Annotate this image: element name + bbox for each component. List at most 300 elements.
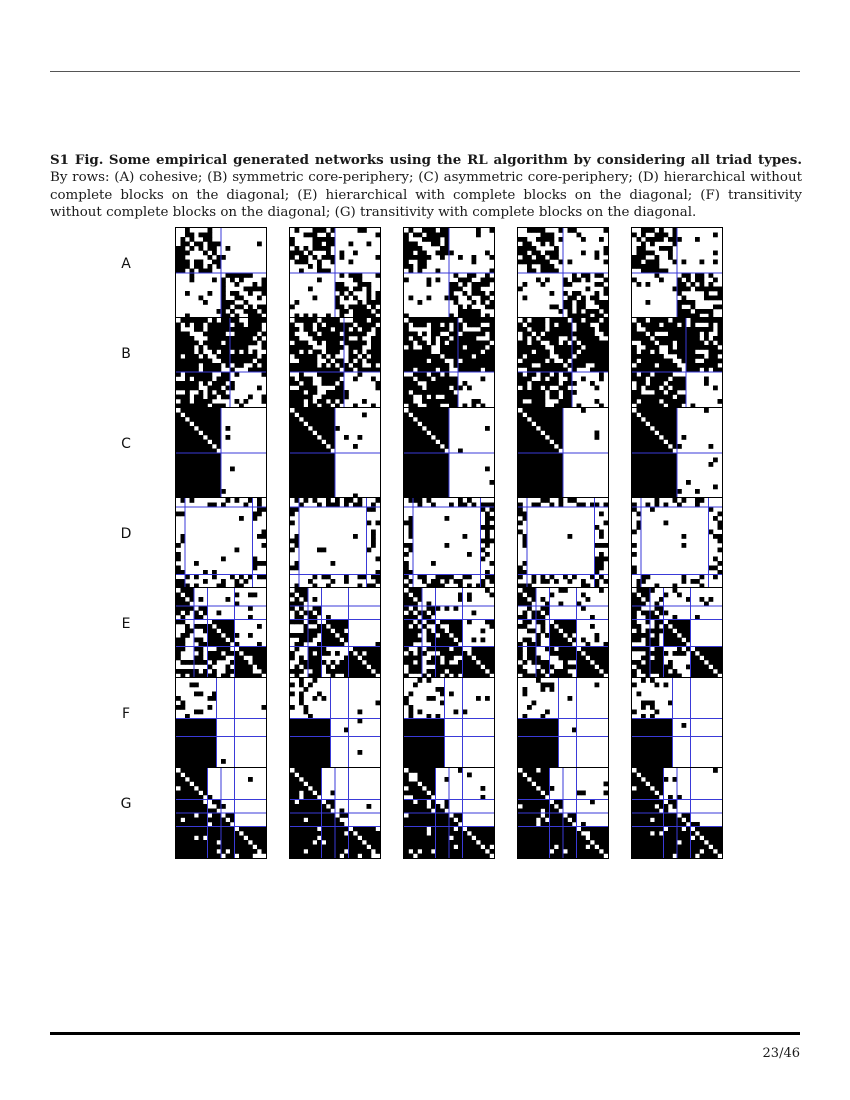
tie-cell [290, 480, 295, 485]
tie-cell [248, 593, 253, 598]
tie-cell [313, 255, 318, 260]
tie-cell [176, 354, 181, 359]
tie-cell [212, 818, 217, 823]
tie-cell [650, 665, 655, 670]
tie-cell [299, 426, 304, 431]
tie-cell [527, 444, 532, 449]
tie-cell [595, 399, 600, 404]
tie-cell [590, 647, 595, 652]
adjacency-matrix [403, 227, 495, 319]
tie-cell [212, 242, 217, 247]
tie-cell [523, 417, 528, 422]
tie-cell [463, 665, 468, 670]
tie-cell [704, 336, 709, 341]
tie-cell [176, 444, 181, 449]
tie-cell [262, 647, 267, 652]
tie-cell [335, 359, 340, 364]
tie-cell [472, 660, 477, 665]
tie-cell [199, 624, 204, 629]
tie-cell [413, 458, 418, 463]
tie-cell [422, 624, 427, 629]
tie-cell [604, 327, 609, 332]
tie-cell [194, 759, 199, 764]
tie-cell [181, 336, 186, 341]
tie-cell [541, 458, 546, 463]
tie-cell [295, 759, 300, 764]
tie-cell [194, 750, 199, 755]
tie-cell [371, 543, 376, 548]
tie-cell [322, 444, 327, 449]
tie-cell [308, 489, 313, 494]
tie-cell [523, 242, 528, 247]
tie-cell [545, 480, 550, 485]
tie-cell [518, 489, 523, 494]
tie-cell [295, 633, 300, 638]
tie-cell [664, 629, 669, 634]
tie-cell [632, 444, 637, 449]
tie-cell [221, 818, 226, 823]
tie-cell [454, 296, 459, 301]
tie-cell [208, 435, 213, 440]
tie-cell [304, 255, 309, 260]
tie-cell [695, 341, 700, 346]
tie-cell [581, 323, 586, 328]
tie-cell [322, 728, 327, 733]
tie-cell [299, 719, 304, 724]
tie-cell [541, 476, 546, 481]
tie-cell [244, 309, 249, 314]
tie-cell [308, 579, 313, 584]
tie-cell [176, 728, 181, 733]
tie-cell [490, 575, 495, 580]
tie-cell [317, 399, 322, 404]
tie-cell [476, 696, 481, 701]
tie-cell [436, 458, 441, 463]
tie-cell [409, 476, 414, 481]
tie-cell [485, 575, 490, 580]
tie-cell [413, 719, 418, 724]
tie-cell [532, 399, 537, 404]
tie-cell [641, 575, 646, 580]
tie-cell [637, 453, 642, 458]
tie-cell [485, 588, 490, 593]
tie-cell [299, 696, 304, 701]
tie-cell [413, 467, 418, 472]
tie-cell [554, 485, 559, 490]
tie-cell [176, 255, 181, 260]
tie-cell [646, 489, 651, 494]
tie-cell [304, 233, 309, 238]
tie-cell [599, 534, 604, 539]
tie-cell [317, 737, 322, 742]
tie-cell [431, 444, 436, 449]
tie-cell [176, 458, 181, 463]
tie-cell [422, 390, 427, 395]
tie-cell [212, 323, 217, 328]
tie-cell [568, 629, 573, 634]
tie-cell [641, 350, 646, 355]
tie-cell [244, 350, 249, 355]
tie-cell [244, 665, 249, 670]
tie-cell [376, 255, 381, 260]
tie-cell [668, 381, 673, 386]
tie-cell [463, 350, 468, 355]
tie-cell [358, 300, 363, 305]
tie-cell [545, 683, 550, 688]
tie-cell [371, 354, 376, 359]
tie-cell [682, 435, 687, 440]
tie-cell [554, 318, 559, 323]
tie-cell [262, 359, 267, 364]
tie-cell [485, 660, 490, 665]
tie-cell [518, 237, 523, 242]
tie-cell [550, 453, 555, 458]
tie-cell [472, 359, 477, 364]
tie-cell [235, 350, 240, 355]
tie-cell [199, 660, 204, 665]
tie-cell [641, 723, 646, 728]
tie-cell [290, 444, 295, 449]
tie-cell [467, 660, 472, 665]
tie-cell [176, 741, 181, 746]
tie-cell [523, 431, 528, 436]
row-label: D [120, 526, 132, 542]
tie-cell [244, 345, 249, 350]
tie-cell [340, 287, 345, 292]
tie-cell [650, 611, 655, 616]
tie-cell [541, 255, 546, 260]
tie-cell [221, 557, 226, 562]
tie-cell [326, 435, 331, 440]
tie-cell [212, 246, 217, 251]
tie-cell [185, 660, 190, 665]
adjacency-matrix [175, 407, 267, 499]
tie-cell [427, 696, 432, 701]
tie-cell [632, 354, 637, 359]
tie-cell [641, 633, 646, 638]
tie-cell [659, 750, 664, 755]
tie-cell [713, 665, 718, 670]
tie-cell [604, 656, 609, 661]
tie-cell [536, 435, 541, 440]
tie-cell [353, 287, 358, 292]
tie-cell [568, 633, 573, 638]
tie-cell [176, 251, 181, 256]
tie-cell [409, 417, 414, 422]
tie-cell [682, 624, 687, 629]
tie-cell [208, 422, 213, 427]
tie-cell [194, 260, 199, 265]
tie-cell [577, 660, 582, 665]
tie-cell [404, 453, 409, 458]
tie-cell [463, 341, 468, 346]
tie-cell [313, 354, 318, 359]
tie-cell [695, 309, 700, 314]
tie-cell [367, 296, 372, 301]
tie-cell [404, 696, 409, 701]
tie-cell [449, 287, 454, 292]
tie-cell [641, 431, 646, 436]
tie-cell [422, 444, 427, 449]
tie-cell [290, 255, 295, 260]
tie-cell [541, 444, 546, 449]
tie-cell [709, 273, 714, 278]
tie-cell [431, 723, 436, 728]
tie-cell [650, 345, 655, 350]
tie-cell [554, 305, 559, 310]
tie-cell [371, 323, 376, 328]
tie-cell [655, 273, 660, 278]
tie-cell [262, 291, 267, 296]
tie-cell [181, 399, 186, 404]
tie-cell [518, 647, 523, 652]
tie-cell [440, 377, 445, 382]
tie-cell [563, 624, 568, 629]
tie-cell [299, 422, 304, 427]
tie-cell [673, 336, 678, 341]
tie-cell [185, 746, 190, 751]
tie-cell [646, 485, 651, 490]
tie-cell [317, 246, 322, 251]
tie-cell [317, 237, 322, 242]
tie-cell [299, 341, 304, 346]
tie-cell [322, 336, 327, 341]
tie-cell [349, 323, 354, 328]
tie-cell [313, 408, 318, 413]
tie-cell [427, 633, 432, 638]
tie-cell [235, 327, 240, 332]
tie-cell [413, 332, 418, 337]
tie-cell [295, 669, 300, 674]
tie-cell [554, 372, 559, 377]
tie-cell [353, 377, 358, 382]
tie-cell [718, 669, 723, 674]
tie-cell [203, 750, 208, 755]
tie-cell [481, 332, 486, 337]
tie-cell [440, 413, 445, 418]
tie-cell [655, 737, 660, 742]
tie-cell [476, 287, 481, 292]
tie-cell [668, 408, 673, 413]
tie-cell [527, 350, 532, 355]
tie-cell [650, 453, 655, 458]
tie-cell [673, 620, 678, 625]
tie-cell [581, 660, 586, 665]
tie-cell [322, 431, 327, 436]
tie-cell [445, 354, 450, 359]
tie-cell [244, 336, 249, 341]
tie-cell [299, 363, 304, 368]
tie-cell [427, 480, 432, 485]
tie-cell [646, 372, 651, 377]
tie-cell [655, 723, 660, 728]
tie-cell [322, 476, 327, 481]
tie-cell [554, 336, 559, 341]
tie-cell [308, 651, 313, 656]
tie-cell [295, 620, 300, 625]
tie-cell [668, 350, 673, 355]
tie-cell [427, 638, 432, 643]
tie-cell [331, 390, 336, 395]
tie-cell [440, 318, 445, 323]
tie-cell [367, 300, 372, 305]
tie-cell [409, 489, 414, 494]
tie-cell [239, 345, 244, 350]
tie-cell [208, 458, 213, 463]
tie-cell [322, 489, 327, 494]
tie-cell [664, 489, 669, 494]
tie-cell [308, 327, 313, 332]
tie-cell [637, 332, 642, 337]
tie-cell [637, 746, 642, 751]
tie-cell [427, 228, 432, 233]
tie-cell [358, 435, 363, 440]
tie-cell [586, 647, 591, 652]
tie-cell [409, 422, 414, 427]
tie-cell [340, 624, 345, 629]
tie-cell [440, 633, 445, 638]
tie-cell [208, 624, 213, 629]
tie-cell [646, 354, 651, 359]
tie-cell [295, 746, 300, 751]
tie-cell [650, 377, 655, 382]
tie-cell [199, 444, 204, 449]
tie-cell [650, 251, 655, 256]
tie-cell [550, 305, 555, 310]
tie-cell [404, 264, 409, 269]
tie-cell [590, 318, 595, 323]
tie-cell [409, 350, 414, 355]
tie-cell [527, 705, 532, 710]
tie-cell [664, 741, 669, 746]
tie-cell [248, 273, 253, 278]
tie-cell [326, 255, 331, 260]
tie-cell [646, 458, 651, 463]
tie-cell [550, 242, 555, 247]
tie-cell [176, 345, 181, 350]
tie-cell [185, 435, 190, 440]
tie-cell [476, 332, 481, 337]
tie-cell [637, 759, 642, 764]
tie-cell [208, 413, 213, 418]
tie-cell [637, 458, 642, 463]
tie-cell [431, 323, 436, 328]
adjacency-matrix [403, 677, 495, 769]
tie-cell [208, 818, 213, 823]
tie-cell [422, 719, 427, 724]
tie-cell [331, 363, 336, 368]
tie-cell [199, 737, 204, 742]
tie-cell [418, 476, 423, 481]
tie-cell [376, 665, 381, 670]
tie-cell [335, 300, 340, 305]
tie-cell [431, 480, 436, 485]
adjacency-matrix [631, 587, 723, 679]
tie-cell [203, 485, 208, 490]
tie-cell [691, 345, 696, 350]
tie-cell [577, 336, 582, 341]
tie-cell [367, 521, 372, 526]
tie-cell [176, 350, 181, 355]
tie-cell [217, 327, 222, 332]
tie-cell [481, 363, 486, 368]
tie-cell [190, 737, 195, 742]
tie-cell [212, 395, 217, 400]
tie-cell [262, 534, 267, 539]
tie-cell [632, 543, 637, 548]
tie-cell [527, 480, 532, 485]
tie-cell [691, 651, 696, 656]
tie-cell [532, 458, 537, 463]
tie-cell [427, 606, 432, 611]
tie-cell [659, 759, 664, 764]
tie-cell [253, 318, 258, 323]
tie-cell [226, 305, 231, 310]
tie-cell [659, 431, 664, 436]
tie-cell [518, 476, 523, 481]
tie-cell [176, 327, 181, 332]
tie-cell [208, 719, 213, 724]
tie-cell [190, 755, 195, 760]
tie-cell [176, 323, 181, 328]
tie-cell [650, 408, 655, 413]
tie-cell [230, 273, 235, 278]
tie-cell [349, 273, 354, 278]
tie-cell [326, 381, 331, 386]
tie-cell [199, 692, 204, 697]
tie-cell [413, 246, 418, 251]
tie-cell [545, 260, 550, 265]
tie-cell [604, 354, 609, 359]
tie-cell [445, 660, 450, 665]
tie-cell [532, 440, 537, 445]
tie-cell [322, 422, 327, 427]
tie-cell [317, 755, 322, 760]
adjacency-matrix [289, 227, 381, 319]
tie-cell [176, 777, 181, 782]
tie-cell [559, 323, 564, 328]
tie-cell [664, 476, 669, 481]
tie-cell [248, 291, 253, 296]
tie-cell [440, 651, 445, 656]
tie-cell [404, 746, 409, 751]
tie-cell [422, 350, 427, 355]
tie-cell [208, 323, 213, 328]
tie-cell [404, 237, 409, 242]
tie-cell [700, 282, 705, 287]
tie-cell [317, 476, 322, 481]
tie-cell [449, 350, 454, 355]
tie-cell [641, 480, 646, 485]
tie-cell [581, 656, 586, 661]
tie-cell [185, 786, 190, 791]
tie-cell [541, 345, 546, 350]
tie-cell [650, 701, 655, 706]
tie-cell [413, 444, 418, 449]
tie-cell [632, 710, 637, 715]
tie-cell [199, 440, 204, 445]
tie-cell [308, 354, 313, 359]
tie-cell [523, 327, 528, 332]
tie-cell [313, 719, 318, 724]
tie-cell [541, 489, 546, 494]
tie-cell [713, 458, 718, 463]
tie-cell [541, 399, 546, 404]
tie-cell [454, 620, 459, 625]
tie-cell [262, 561, 267, 566]
tie-cell [632, 260, 637, 265]
tie-cell [262, 332, 267, 337]
